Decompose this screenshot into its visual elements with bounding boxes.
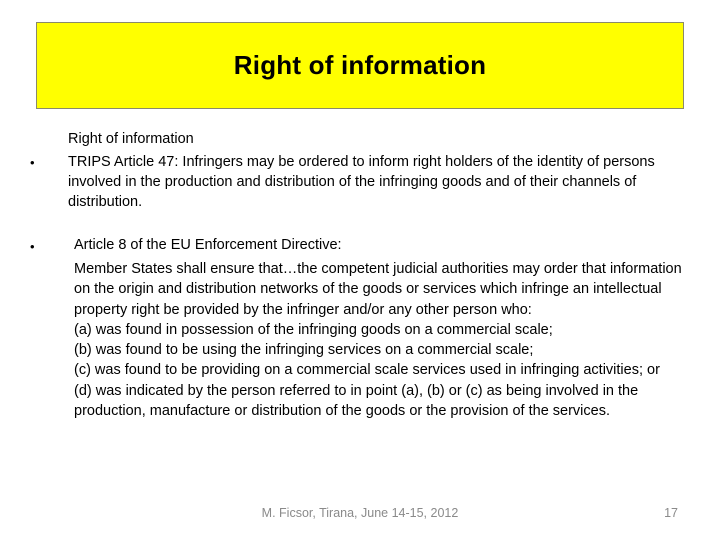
bullet-2-heading: Article 8 of the EU Enforcement Directive: bbox=[74, 237, 342, 253]
bullet-marker: • bbox=[30, 155, 35, 170]
slide-title: Right of information bbox=[233, 50, 487, 80]
bullet-2-body bbox=[74, 259, 694, 421]
page-number: 17 bbox=[664, 506, 678, 520]
list-item: (d) was indicated by the person referred to in point (a), (b) or (c) as being involved in the production, manufacture or distribution of the goods or the provision of the services. bbox=[74, 382, 639, 420]
bullet-marker: • bbox=[30, 239, 35, 254]
bullet-1-text: TRIPS Article 47: Infringers may be ordered to inform right holders of the identity of persons involved in the production and distribution of the infringing goods and of their channels of distribution. bbox=[68, 154, 655, 210]
footer-author: M. Ficsor, Tirana, June 14-15, 2012 bbox=[261, 506, 459, 520]
list-item: (c) was found to be providing on a commercial scale services used in infringing activities; or bbox=[74, 362, 660, 379]
title-banner bbox=[36, 22, 684, 109]
bullet-2-intro: Member States shall ensure that…the competent judicial authorities may order that information on the origin and distribution networks of the goods or services which infringe an intellectual property right be provided by the infringer and/or any other person who: bbox=[74, 261, 682, 318]
bullet-1-heading: Right of information bbox=[68, 131, 194, 147]
list-item: (a) was found in possession of the infringing goods on a commercial scale; bbox=[74, 321, 553, 338]
list-item: (b) was found to be using the infringing services on a commercial scale; bbox=[74, 342, 534, 359]
